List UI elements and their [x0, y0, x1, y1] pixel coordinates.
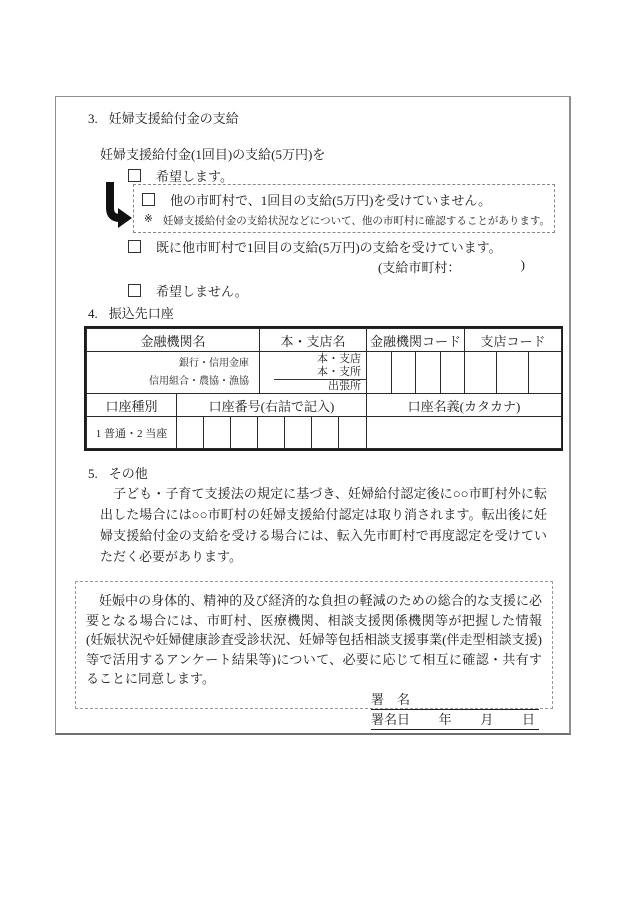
section3-lead: 妊婦支援給付金(1回目)の支給(5万円)を	[100, 147, 326, 162]
section3-title: 妊婦支援給付金の支給	[108, 111, 239, 126]
option-already-row	[128, 237, 502, 256]
header-account-name: 口座名義(カタカナ)	[367, 394, 562, 417]
branch-code-digit-3[interactable]	[529, 352, 562, 394]
option-hope-row	[128, 166, 233, 185]
consent-box	[75, 581, 553, 727]
account-number-digit-7[interactable]	[339, 417, 367, 449]
signature-date-line	[371, 710, 539, 730]
bank-account-table	[84, 326, 563, 451]
institution-code-digit-3[interactable]	[416, 352, 441, 394]
note-text: 妊婦支援給付金の支給状況などについて、他の市町村に確認することがあります。	[162, 216, 551, 227]
branch-type1: 本・支店	[317, 352, 361, 365]
account-number-digit-1[interactable]	[177, 417, 204, 449]
option-already-label: 既に他市町村で1回目の支給(5万円)の支給を受けています。	[156, 240, 502, 255]
note-row	[144, 213, 551, 228]
branch-type2: 本・支所	[274, 366, 366, 380]
account-number-digit-6[interactable]	[312, 417, 339, 449]
institution-code-digit-2[interactable]	[392, 352, 416, 394]
financial-institution-input-cell[interactable]	[87, 352, 260, 394]
section5-heading	[88, 466, 148, 482]
paying-municipality-close: )	[520, 257, 525, 272]
bank-table-lower	[86, 393, 562, 449]
institution-code-digit-1[interactable]	[367, 352, 392, 394]
option-hope-label: 希望します。	[156, 169, 233, 184]
checkbox-already-received[interactable]	[128, 240, 141, 253]
checkbox-no-hope[interactable]	[128, 284, 141, 297]
institution-type-line1: 銀行・信用金庫	[179, 358, 249, 369]
section4-heading	[88, 306, 174, 322]
section3-heading	[88, 111, 239, 127]
branch-code-digit-1[interactable]	[465, 352, 497, 394]
paying-municipality-row	[378, 257, 525, 276]
section5-title: その他	[108, 466, 148, 481]
account-number-digit-3[interactable]	[231, 417, 258, 449]
account-number-digit-2[interactable]	[204, 417, 231, 449]
signature-line	[371, 690, 539, 710]
nested-condition-box	[133, 184, 555, 233]
section3-number: 3.	[88, 111, 98, 126]
institution-code-digit-4[interactable]	[441, 352, 465, 394]
header-financial-institution: 金融機関名	[87, 329, 260, 352]
down-right-arrow-icon	[102, 182, 132, 230]
header-branch-code: 支店コード	[465, 329, 562, 352]
year-label: 年	[438, 711, 452, 727]
section5-number: 5.	[88, 466, 98, 481]
option-no-hope-label: 希望しません。	[156, 284, 248, 299]
branch-code-digit-2[interactable]	[497, 352, 529, 394]
institution-type-line2: 信用組合・農協・漁協	[149, 376, 249, 387]
day-label: 日	[521, 711, 535, 727]
consent-paragraph: 妊娠中の身体的、精神的及び経済的な負担の軽減のための総合的な支援に必要となる場合には、市町村、医療機関、相談支援関係機関等が把握した情報(妊娠状況や妊婦健康診査受診状況、妊婦等包括相談支援事業(伴走型相談支援)等で活用するアンケート結果等)について、必要に応じて相互に確認・共有することに同意します。	[86, 593, 542, 686]
note-mark: ※	[144, 214, 153, 225]
header-account-number: 口座番号(右詰で記入)	[177, 394, 367, 417]
option-not-received-row	[142, 190, 546, 209]
bank-table-upper	[86, 328, 562, 394]
signature-label: 署 名	[371, 691, 411, 707]
paying-municipality-input[interactable]	[460, 257, 520, 276]
account-name-input-cell[interactable]	[367, 417, 562, 449]
signature-date-label: 署名日	[371, 711, 411, 727]
section5-paragraph: 子ども・子育て支援法の規定に基づき、妊婦給付認定後に○○市町村外に転出した場合には○○市町村の妊婦支援給付認定は取り消されます。転出後に妊婦支援給付金の支給を受ける場合には、転入先市町村で再度認定を受けていただく必要があります。	[100, 486, 547, 564]
section4-number: 4.	[88, 306, 98, 321]
account-number-digit-5[interactable]	[285, 417, 312, 449]
account-type-options-cell[interactable]: 1 普通・2 当座	[87, 417, 177, 449]
form-sheet	[55, 96, 571, 735]
account-number-digit-4[interactable]	[258, 417, 285, 449]
branch-name-input-cell[interactable]	[260, 352, 367, 394]
checkbox-hope[interactable]	[128, 169, 141, 182]
option-no-hope-row	[128, 281, 248, 300]
option-not-received-label: 他の市町村で、1回目の支給(5万円)を受けていません。	[170, 193, 492, 208]
signature-block	[371, 690, 539, 730]
header-branch-name: 本・支店名	[260, 329, 367, 352]
branch-type3: 出張所	[328, 379, 361, 392]
month-label: 月	[480, 711, 494, 727]
section4-title: 振込先口座	[108, 306, 174, 321]
checkbox-not-received[interactable]	[142, 193, 155, 206]
header-account-type: 口座種別	[87, 394, 177, 417]
paying-municipality-open: (支給市町村：	[378, 260, 461, 275]
header-institution-code: 金融機関コード	[367, 329, 465, 352]
